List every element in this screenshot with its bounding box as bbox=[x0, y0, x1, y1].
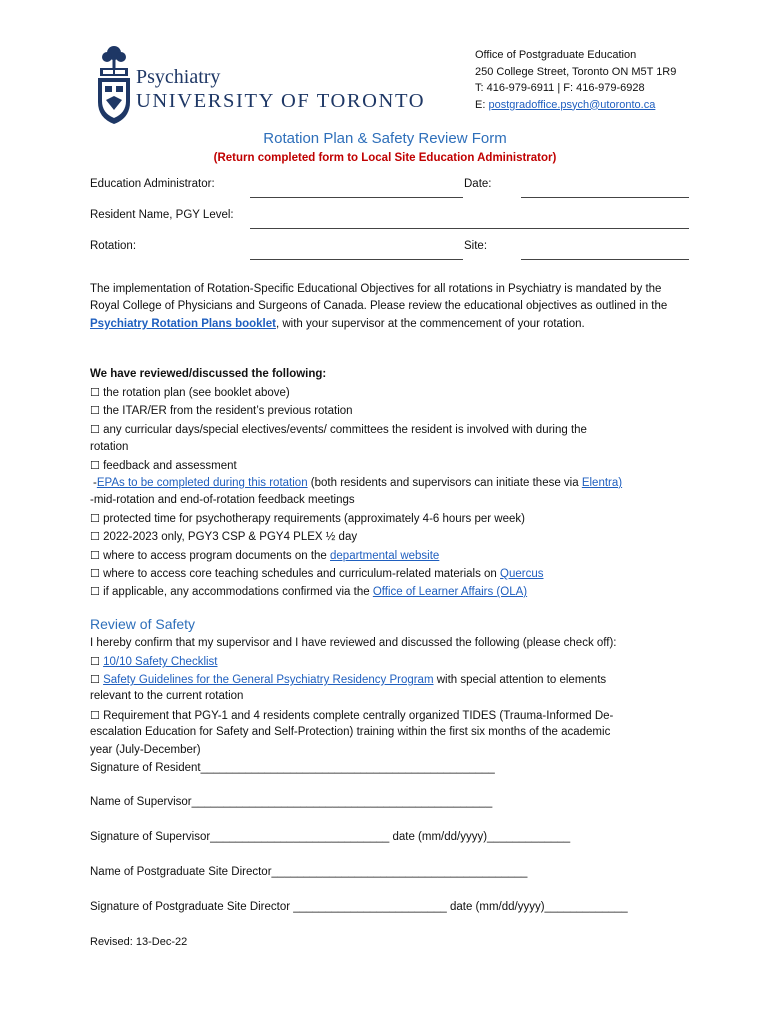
revised-date: Revised: 13-Dec-22 bbox=[90, 936, 188, 948]
checkbox[interactable]: ☐ bbox=[90, 423, 100, 436]
elentra-link[interactable]: Elentra) bbox=[581, 477, 623, 489]
reviewed-item: protected time for psychotherapy requirements (approximately 4-6 hours per week) bbox=[103, 513, 525, 525]
reviewed-item: the ITAR/ER from the resident’s previous rotation bbox=[103, 405, 353, 417]
email-label: E: bbox=[475, 98, 489, 111]
epa-text: (both residents and supervisors can initiate these via bbox=[307, 477, 582, 489]
safety-item-text: Requirement that PGY-1 and 4 residents complete centrally organized TIDES (Trauma-Informed De- bbox=[103, 710, 614, 722]
intro-text-end: , with your supervisor at the commencement of your rotation. bbox=[275, 317, 585, 330]
reviewed-item: feedback and assessment bbox=[103, 460, 237, 472]
checkbox[interactable]: ☐ bbox=[90, 709, 100, 722]
email-link[interactable]: postgradoffice.psych@utoronto.ca bbox=[488, 98, 656, 111]
rotation-plans-link[interactable]: Psychiatry Rotation Plans booklet bbox=[90, 317, 276, 330]
site-director-name-field[interactable]: Name of Postgraduate Site Director________________________________________ bbox=[90, 866, 528, 878]
university-logo bbox=[96, 44, 441, 126]
checkbox[interactable]: ☐ bbox=[90, 404, 100, 417]
address-line: 250 College Street, Toronto ON M5T 1R9 bbox=[475, 65, 677, 78]
ola-link[interactable]: Office of Learner Affairs (OLA) bbox=[372, 586, 528, 598]
checkbox[interactable]: ☐ bbox=[90, 530, 100, 543]
reviewed-item: where to access program documents on the bbox=[103, 550, 331, 562]
site-label: Site: bbox=[464, 240, 488, 252]
site-field[interactable] bbox=[521, 259, 689, 260]
safety-guidelines-link[interactable]: Safety Guidelines for the General Psychiatry Residency Program bbox=[103, 674, 434, 686]
checkbox[interactable]: ☐ bbox=[90, 655, 100, 668]
safety-intro: I hereby confirm that my supervisor and I have reviewed and discussed the following (please check off): bbox=[90, 637, 617, 649]
departmental-website-link[interactable]: departmental website bbox=[330, 550, 440, 562]
reviewed-item: any curricular days/special electives/events/ committees the resident is involved with during the bbox=[103, 424, 587, 436]
department-name: Psychiatry bbox=[136, 66, 221, 88]
safety-item-text: with special attention to elements bbox=[433, 674, 607, 686]
resident-label: Resident Name, PGY Level: bbox=[90, 209, 234, 221]
resident-field[interactable] bbox=[250, 228, 689, 229]
checkbox[interactable]: ☐ bbox=[90, 585, 100, 598]
safety-checklist-link[interactable]: 10/10 Safety Checklist bbox=[103, 656, 218, 668]
checkbox[interactable]: ☐ bbox=[90, 386, 100, 399]
checkbox[interactable]: ☐ bbox=[90, 673, 100, 686]
safety-item-text: escalation Education for Safety and Self-Protection) training within the first six months of the academic bbox=[90, 726, 611, 738]
reviewed-item: if applicable, any accommodations confirmed via the bbox=[103, 586, 373, 598]
intro-paragraph bbox=[90, 281, 690, 333]
reviewed-item: 2022-2023 only, PGY3 CSP & PGY4 PLEX ½ day bbox=[103, 531, 358, 543]
reviewed-item: the rotation plan (see booklet above) bbox=[103, 387, 290, 399]
form-subtitle: (Return completed form to Local Site Education Administrator) bbox=[213, 152, 557, 164]
reviewed-heading: We have reviewed/discussed the following: bbox=[90, 368, 327, 380]
reviewed-item: where to access core teaching schedules and curriculum-related materials on bbox=[103, 568, 501, 580]
checkbox[interactable]: ☐ bbox=[90, 567, 100, 580]
address-line: T: 416-979-6911 | F: 416-979-6928 bbox=[475, 82, 645, 94]
rotation-label: Rotation: bbox=[90, 240, 137, 252]
epa-dash: - bbox=[93, 477, 97, 489]
university-name: UNIVERSITY OF TORONTO bbox=[136, 90, 426, 112]
supervisor-name-field[interactable]: Name of Supervisor_______________________________________________ bbox=[90, 796, 493, 808]
feedback-meetings-text: -mid-rotation and end-of-rotation feedback meetings bbox=[90, 494, 355, 506]
form-title: Rotation Plan & Safety Review Form bbox=[263, 130, 507, 147]
checkbox[interactable]: ☐ bbox=[90, 549, 100, 562]
reviewed-item: rotation bbox=[90, 441, 129, 453]
intro-text: The implementation of Rotation-Specific Educational Objectives for all rotations in Psychiatry is mandated by the Royal College of Physicians and Surgeons of Canada. Please review the educational objectives as outlined in the bbox=[90, 283, 668, 313]
address-line: Office of Postgraduate Education bbox=[475, 49, 637, 61]
supervisor-signature-field[interactable]: Signature of Supervisor____________________________ date (mm/dd/yyyy)_____________ bbox=[90, 831, 571, 843]
safety-item-text: relevant to the current rotation bbox=[90, 690, 244, 702]
education-admin-field[interactable] bbox=[250, 197, 463, 198]
site-director-signature-field[interactable]: Signature of Postgraduate Site Director ________________________ date (mm/dd/yyyy)_____________ bbox=[90, 901, 628, 913]
checkbox[interactable]: ☐ bbox=[90, 512, 100, 525]
safety-heading: Review of Safety bbox=[90, 616, 196, 632]
office-address bbox=[475, 47, 676, 113]
safety-item-text: year (July-December) bbox=[90, 744, 201, 756]
checkbox[interactable]: ☐ bbox=[90, 459, 100, 472]
epas-link[interactable]: EPAs to be completed during this rotation bbox=[96, 477, 308, 489]
date-label: Date: bbox=[464, 178, 492, 190]
resident-signature-field[interactable]: Signature of Resident______________________________________________ bbox=[90, 762, 495, 774]
education-admin-label: Education Administrator: bbox=[90, 178, 215, 190]
date-field[interactable] bbox=[521, 197, 689, 198]
quercus-link[interactable]: Quercus bbox=[500, 568, 544, 580]
rotation-field[interactable] bbox=[250, 259, 463, 260]
crest-icon bbox=[96, 44, 132, 126]
